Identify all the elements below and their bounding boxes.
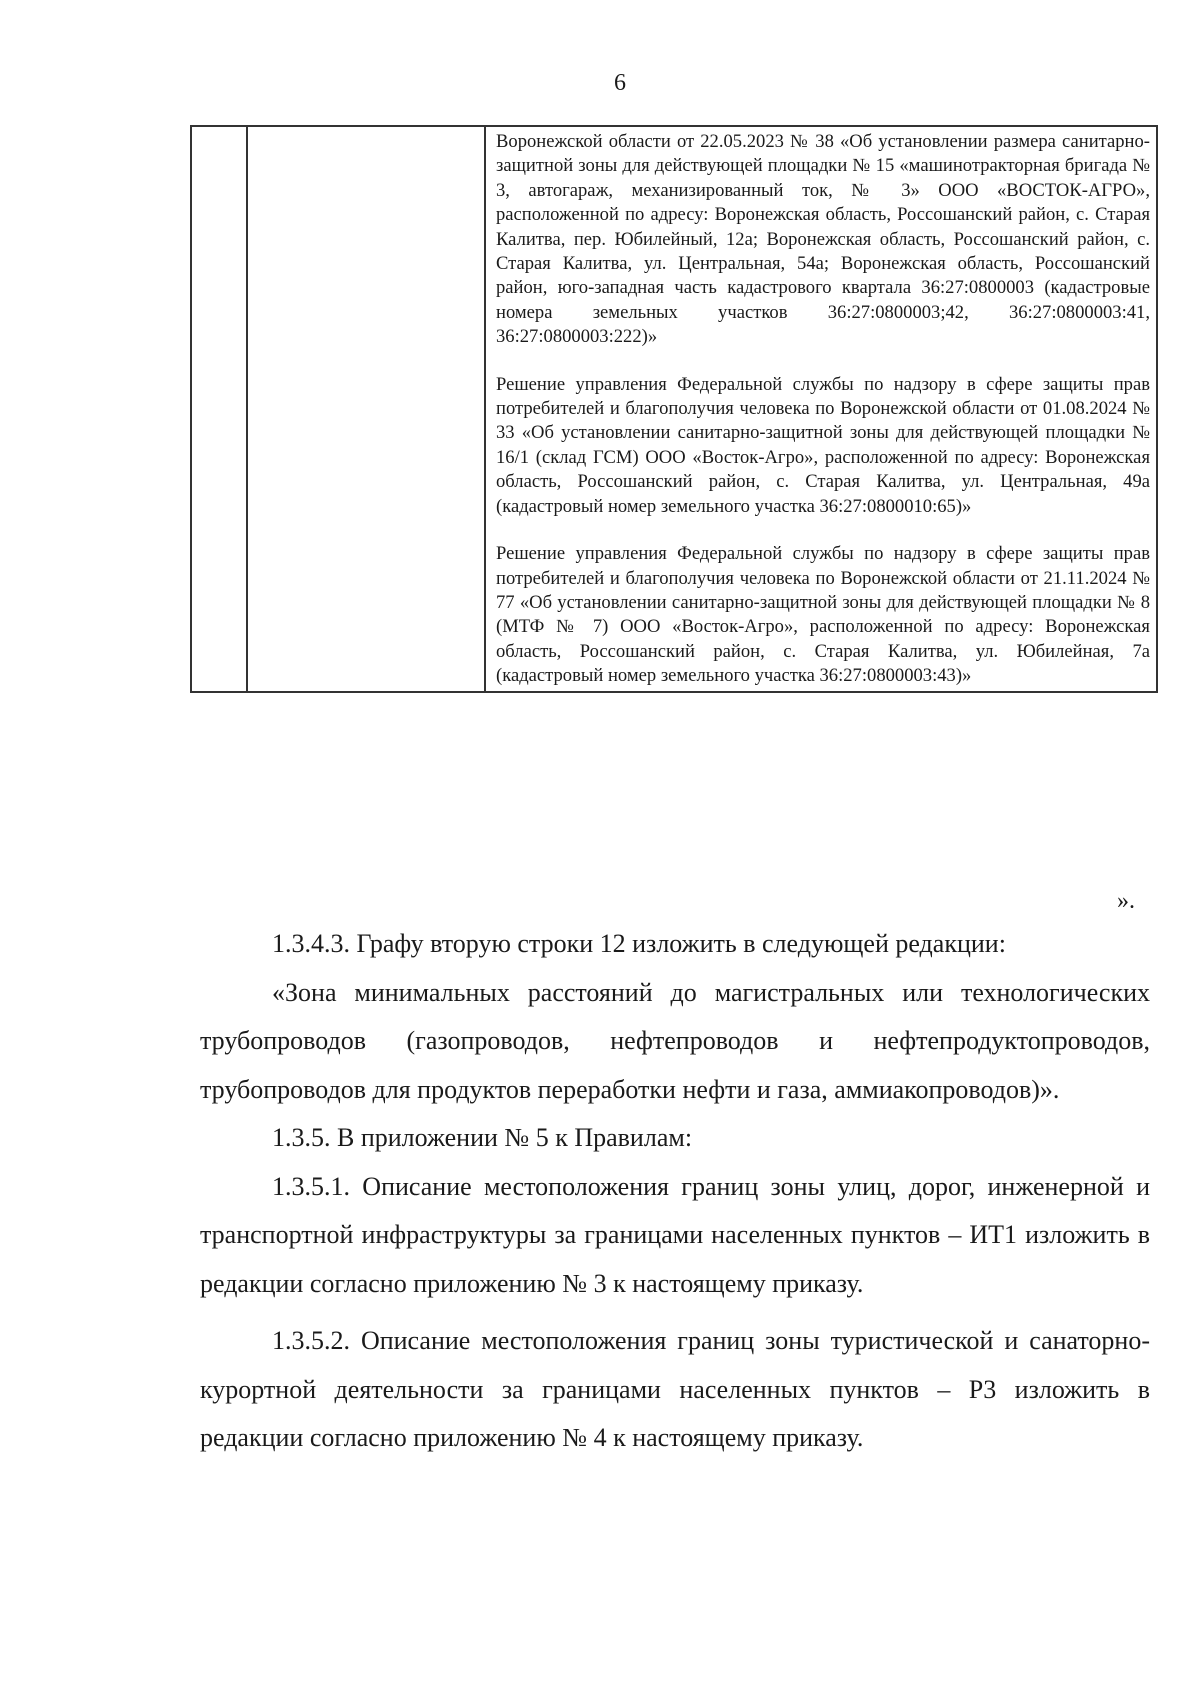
- table-cell-zone-name: [247, 126, 485, 692]
- paragraph-1-3-5-2: 1.3.5.2. Описание местоположения границ зоны туристической и санаторно-курортной деятельности за границами населенных пунктов – Р3 изложить в редакции согласно приложению № 4 к настоящему приказу.: [200, 1326, 1150, 1452]
- paragraph-zone-definition: «Зона минимальных расстояний до магистральных или технологических трубопроводов (газопроводов, нефтепроводов и нефтепродуктопроводов, трубопроводов для продуктов переработки нефти и газа, аммиакопроводов)».: [200, 977, 1150, 1104]
- table-entry-3: Решение управления Федеральной службы по надзору в сфере защиты прав потребителей и благополучия человека по Воронежской области от 21.11.2024 № 77 «Об установлении санитарно-защитной зоны для действующей площадки № 8 (МТФ № 7) ООО «Восток-Агро», расположенной по адресу: Воронежская область, Россошанский район, с. Старая Калитва, ул. Юбилейная, 7а (кадастровый номер земельного участка 36:27:0800003:43)»: [496, 543, 1150, 687]
- table-cell-number: [191, 126, 247, 692]
- table-row: [191, 126, 1157, 692]
- paragraph-1-3-4-3: 1.3.4.3. Графу вторую строки 12 изложить в следующей редакции:: [272, 929, 1006, 958]
- continuation-table: [190, 125, 1158, 693]
- paragraph-1-3-5-1: 1.3.5.1. Описание местоположения границ зоны улиц, дорог, инженерной и транспортной инфраструктуры за границами населенных пунктов – ИТ1 изложить в редакции согласно приложению № 3 к настоящему приказу.: [200, 1171, 1150, 1298]
- table-cell-documents: [485, 126, 1157, 692]
- table-entry-1: Воронежской области от 22.05.2023 № 38 «Об установлении размера санитарно-защитной зоны для действующей площадки № 15 «машинотракторная бригада № 3, автогараж, механизированный ток, № 3» ООО «ВОСТОК-АГРО», расположенной по адресу: Воронежская область, Россошанский район, с. Старая Калитва, пер. Юбилейный, 12а; Воронежская область, Россошанский район, с. Старая Калитва, ул. Центральная, 54а; Воронежская область, Россошанский район, юго-западная часть кадастрового квартала 36:27:0800003 (кадастровые номера земельных участков 36:27:0800003;42, 36:27:0800003:41, 36:27:0800003:222)»: [496, 131, 1150, 348]
- table-entry-2: Решение управления Федеральной службы по надзору в сфере защиты прав потребителей и благополучия человека по Воронежской области от 01.08.2024 № 33 «Об установлении санитарно-защитной зоны для действующей площадки № 16/1 (склад ГСМ) ООО «Восток-Агро», расположенной по адресу: Воронежская область, Россошанский район, с. Старая Калитва, ул. Центральная, 49а (кадастровый номер земельного участка 36:27:0800010:65)»: [496, 373, 1150, 517]
- body-text: [200, 920, 1150, 1463]
- page-number: 6: [614, 70, 626, 96]
- paragraph-1-3-5: 1.3.5. В приложении № 5 к Правилам:: [272, 1123, 693, 1152]
- closing-quote: ».: [1117, 888, 1135, 914]
